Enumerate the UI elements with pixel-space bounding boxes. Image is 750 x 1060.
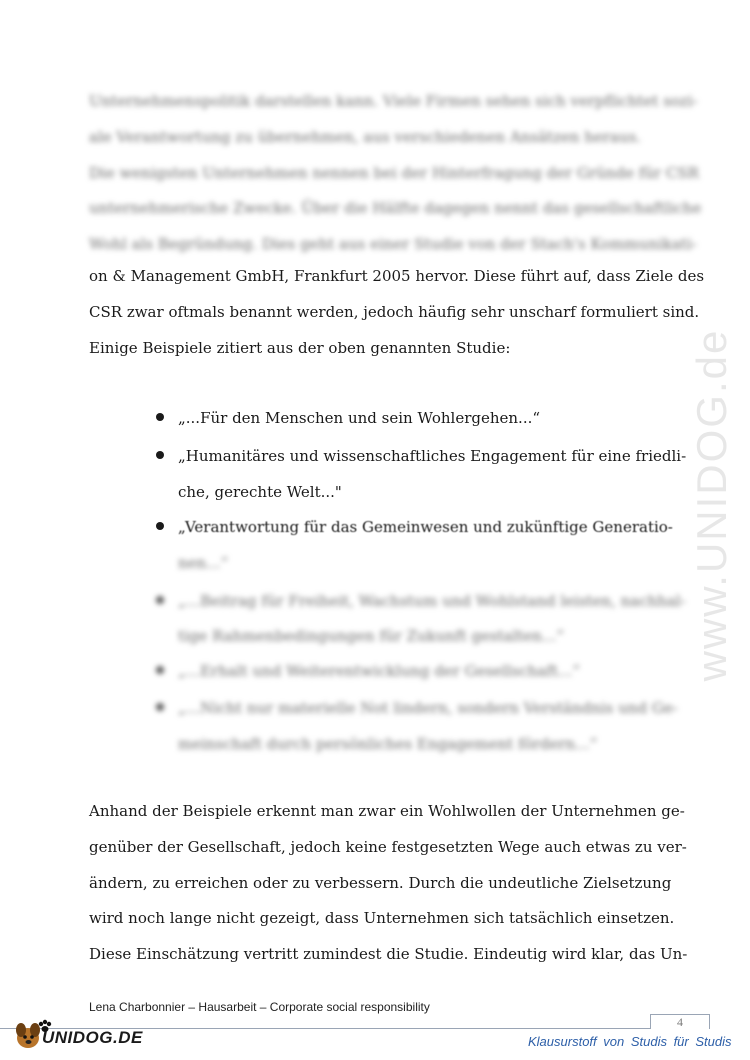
footer-tagline: Klausurstoff von Studis für Studis — [528, 1034, 732, 1049]
bullet-item: „Verantwortung für das Gemeinwesen und zukünftige Generatio- — [178, 518, 673, 536]
bullet-dot — [156, 596, 164, 604]
blurred-text-line: ale Verantwortung zu übernehmen, aus verschiedenen Ansätzen heraus. — [89, 128, 642, 146]
bullet-item: „...Beitrag für Freiheit, Wachstum und Wohlstand leisten, nachhal- — [178, 592, 686, 610]
logo-text: UNIDOG.DE — [42, 1028, 143, 1047]
blurred-text-line: Wohl als Begründung. Dies geht aus einer Studie von der Stach's Kommunikati- — [89, 235, 697, 253]
bullet-item: „...Für den Menschen und sein Wohlergehen...“ — [178, 409, 541, 427]
bullet-dot — [156, 413, 164, 421]
bullet-dot — [156, 703, 164, 711]
bullet-item-continuation: nen...“ — [178, 554, 229, 572]
bullet-dot — [156, 451, 164, 459]
body-text-line: CSR zwar oftmals benannt werden, jedoch häufig sehr unscharf formuliert sind. — [89, 303, 700, 321]
body-text-line: Diese Einschätzung vertritt zumindest die Studie. Eindeutig wird klar, das Un- — [89, 945, 688, 963]
bullet-item-continuation: che, gerechte Welt..." — [178, 483, 342, 501]
bullet-item: „...Nicht nur materielle Not lindern, sondern Verständnis und Ge- — [178, 699, 678, 717]
body-text-line: Anhand der Beispiele erkennt man zwar ein Wohlwollen der Unternehmen ge- — [89, 802, 685, 820]
bullet-item: „Humanitäres und wissenschaftliches Engagement für eine friedli- — [178, 447, 687, 465]
bullet-dot — [156, 666, 164, 674]
bullet-item-continuation: meinschaft durch persönliches Engagement fördern...“ — [178, 735, 598, 753]
bullet-item-continuation: tige Rahmenbedingungen für Zukunft gestalten...“ — [178, 627, 564, 645]
bullet-dot — [156, 522, 164, 530]
body-text-line: ändern, zu erreichen oder zu verbessern. Durch die undeutliche Zielsetzung — [89, 874, 672, 892]
body-text-line: genüber der Gesellschaft, jedoch keine festgesetzten Wege auch etwas zu ver- — [89, 838, 687, 856]
page-number: 4 — [650, 1014, 710, 1029]
body-text-line: on & Management GmbH, Frankfurt 2005 hervor. Diese führt auf, dass Ziele des — [89, 267, 705, 285]
body-text-line: Einige Beispiele zitiert aus der oben genannten Studie: — [89, 339, 511, 357]
body-text-line: wird noch lange nicht gezeigt, dass Unternehmen sich tatsächlich einsetzen. — [89, 909, 675, 927]
blurred-text-line: unternehmerische Zwecke. Über die Hälfte dagegen nennt das gesellschaftliche — [89, 199, 702, 217]
blurred-text-line: Unternehmenspolitik darstellen kann. Viele Firmen sehen sich verpflichtet sozi- — [89, 92, 698, 110]
footer-author-line: Lena Charbonnier – Hausarbeit – Corporate social responsibility — [89, 1000, 430, 1014]
watermark: www.UNIDOG.de — [688, 328, 735, 682]
bullet-item: „...Erhalt und Weiterentwicklung der Gesellschaft...“ — [178, 662, 580, 680]
blurred-text-line: Die wenigsten Unternehmen nennen bei der Hinterfragung der Gründe für CSR — [89, 164, 699, 182]
